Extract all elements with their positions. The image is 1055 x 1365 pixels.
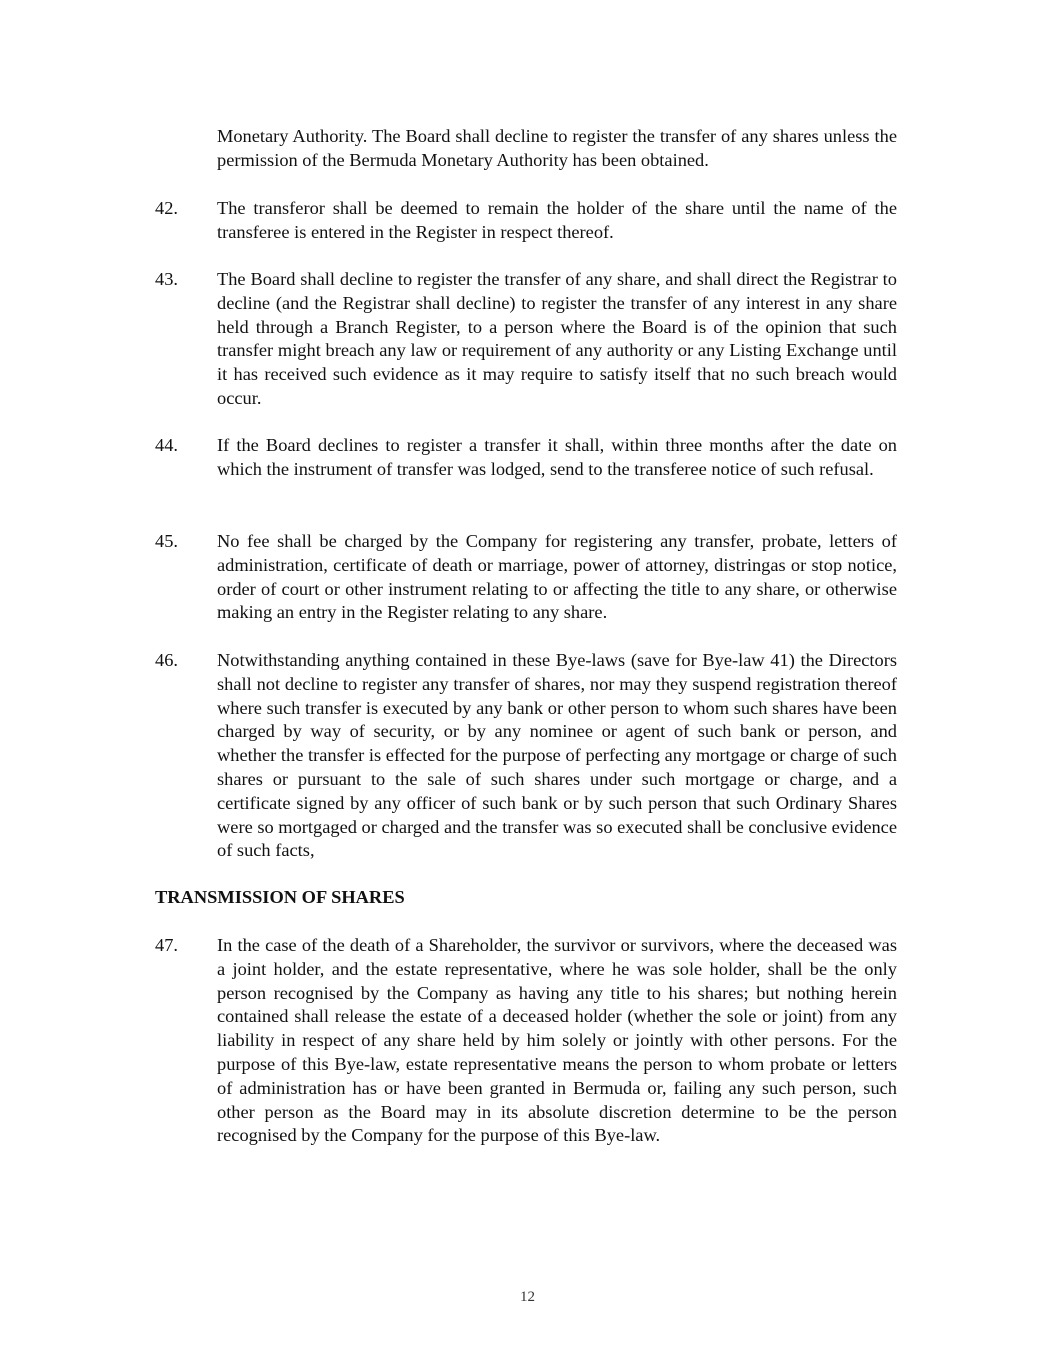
clause-text: The Board shall decline to register the transfer of any share, and shall direct the Registrar to decline (and the Registrar shall decline) to register the transfer of any interest in any share held through a Branch Register, to a person where the Board is of the opinion that such transfer might breach any law or requirement of any authority or any Listing Exchange until it has received such evidence as it may require to satisfy itself that no such breach would occur. (217, 269, 897, 408)
section-heading: TRANSMISSION OF SHARES (155, 887, 405, 907)
page-number: 12 (520, 1289, 535, 1305)
clause-number: 43. (155, 269, 178, 289)
continuation-paragraph: Monetary Authority. The Board shall decline to register the transfer of any shares unless the permission of the Bermuda Monetary Authority has been obtained. (217, 126, 897, 170)
clause-text: In the case of the death of a Shareholder, the survivor or survivors, where the deceased was a joint holder, and the estate representative, where he was sole holder, shall be the only person recognised by the Company as having any title to his shares; but nothing herein contained shall release the estate of a deceased holder (whether the sole or joint) from any liability in respect of any share held by him solely or jointly with other persons. For the purpose of this Bye-law, estate representative means the person to whom probate or letters of administration has or have been granted in Bermuda or, failing any such person, such other person as the Board may in its absolute discretion determine to be the person recognised by the Company for the purpose of this Bye-law. (217, 935, 897, 1146)
clause-text: If the Board declines to register a transfer it shall, within three months after the date on which the instrument of transfer was lodged, send to the transferee notice of such refusal. (217, 435, 897, 479)
clause-number: 47. (155, 935, 178, 955)
clause-number: 44. (155, 435, 178, 455)
clause-text: Notwithstanding anything contained in these Bye-laws (save for Bye-law 41) the Directors shall not decline to register any transfer of shares, nor may they suspend registration thereof where such transfer is executed by any bank or other person to whom such shares have been charged by way of security, or by any nominee or agent of such bank or person, and whether the transfer is effected for the purpose of perfecting any mortgage or charge of such shares or pursuant to the sale of such shares under such mortgage or charge, and a certificate signed by any officer of such bank or by such person that such Ordinary Shares were so mortgaged or charged and the transfer was so executed shall be conclusive evidence of such facts, (217, 650, 897, 861)
clause-number: 42. (155, 198, 178, 218)
clause-text: No fee shall be charged by the Company for registering any transfer, probate, letters of administration, certificate of death or marriage, power of attorney, distringas or stop notice, order of court or other instrument relating to or affecting the title to any share, or otherwise making an entry in the Register relating to any share. (217, 531, 897, 623)
clause-text: The transferor shall be deemed to remain the holder of the share until the name of the transferee is entered in the Register in respect thereof. (217, 198, 897, 242)
clause-number: 45. (155, 531, 178, 551)
clause-number: 46. (155, 650, 178, 670)
